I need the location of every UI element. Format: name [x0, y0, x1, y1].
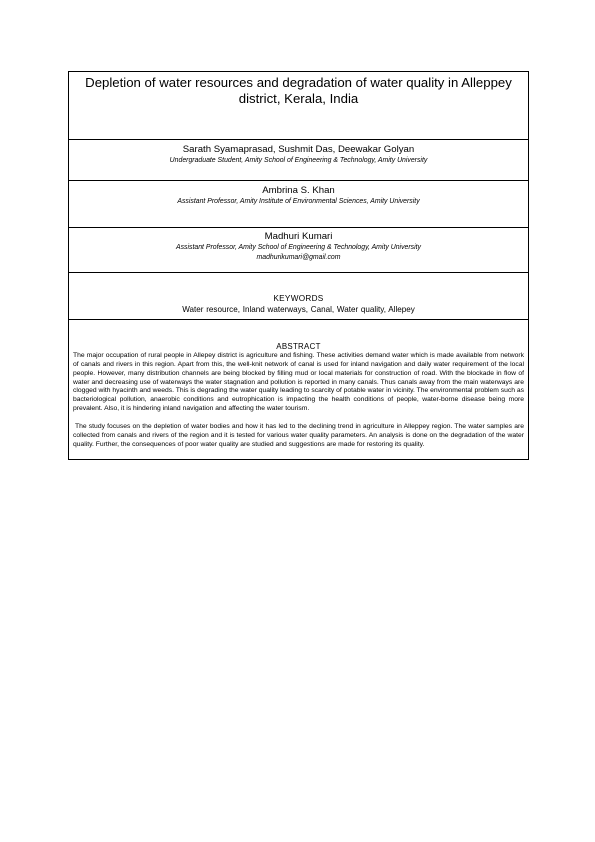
author-3-cell: [69, 228, 528, 273]
author-3-email: madhurikumari@gmail.com: [256, 253, 341, 261]
paper-title: Depletion of water resources and degradation of water quality in Alleppey district, Kerala, India: [85, 75, 512, 106]
keywords-list: Water resource, Inland waterways, Canal, Water quality, Allepey: [182, 305, 415, 314]
authors-cell: [69, 140, 528, 181]
author-3-affiliation: Assistant Professor, Amity School of Engineering & Technology, Amity University: [176, 244, 421, 251]
abstract-cell: [69, 320, 528, 459]
abstract-paragraph-1: The major occupation of rural people in Allepey district is agriculture and fishing. These activities demand water which is made available from network of canals and rivers in this region. Apart from this, the well-knit network of canal is used for inland navigation and daily water requirement of the local people. However, many distribution channels are being blocked by filling mud or local materials for construction of road. With the blockade in flow of water and decreasing use of waterways the water stagnation and pollution is reported in many canals. Thus canals away from the main waterways are clogged with hyacinth and weeds. This is degrading the water quality leading to scarcity of potable water in vicinity. The environmental problem such as bacteriological pollution, anaerobic conditions and eutrophication is impacting the health conditions of people, water-borne disease being more prevalent. Also, it is hindering inland navigation and affecting the water tourism.: [73, 352, 524, 413]
author-2-name: Ambrina S. Khan: [262, 185, 335, 196]
title-cell: [69, 72, 528, 140]
keywords-cell: [69, 273, 528, 320]
abstract-heading: ABSTRACT: [276, 342, 321, 351]
author-2-cell: [69, 181, 528, 228]
author-names: Sarath Syamaprasad, Sushmit Das, Deewakar Golyan: [182, 144, 415, 155]
keywords-heading: KEYWORDS: [273, 294, 324, 303]
title-page-table: [68, 71, 529, 460]
abstract-paragraph-2: The study focuses on the depletion of water bodies and how it has led to the declining trend in agriculture in Alleppey region. The water samples are collected from canals and rivers of the region and it is tested for various water quality parameters. An analysis is done on the degradation of the water quality. Further, the consequences of poor water quality are studied and suggestions are made for restoring its quality.: [73, 422, 524, 448]
author-affiliation: Undergraduate Student, Amity School of Engineering & Technology, Amity University: [169, 157, 428, 164]
author-2-affiliation: Assistant Professor, Amity Institute of Environmental Sciences, Amity University: [177, 198, 420, 205]
author-3-name: Madhuri Kumari: [264, 231, 333, 242]
